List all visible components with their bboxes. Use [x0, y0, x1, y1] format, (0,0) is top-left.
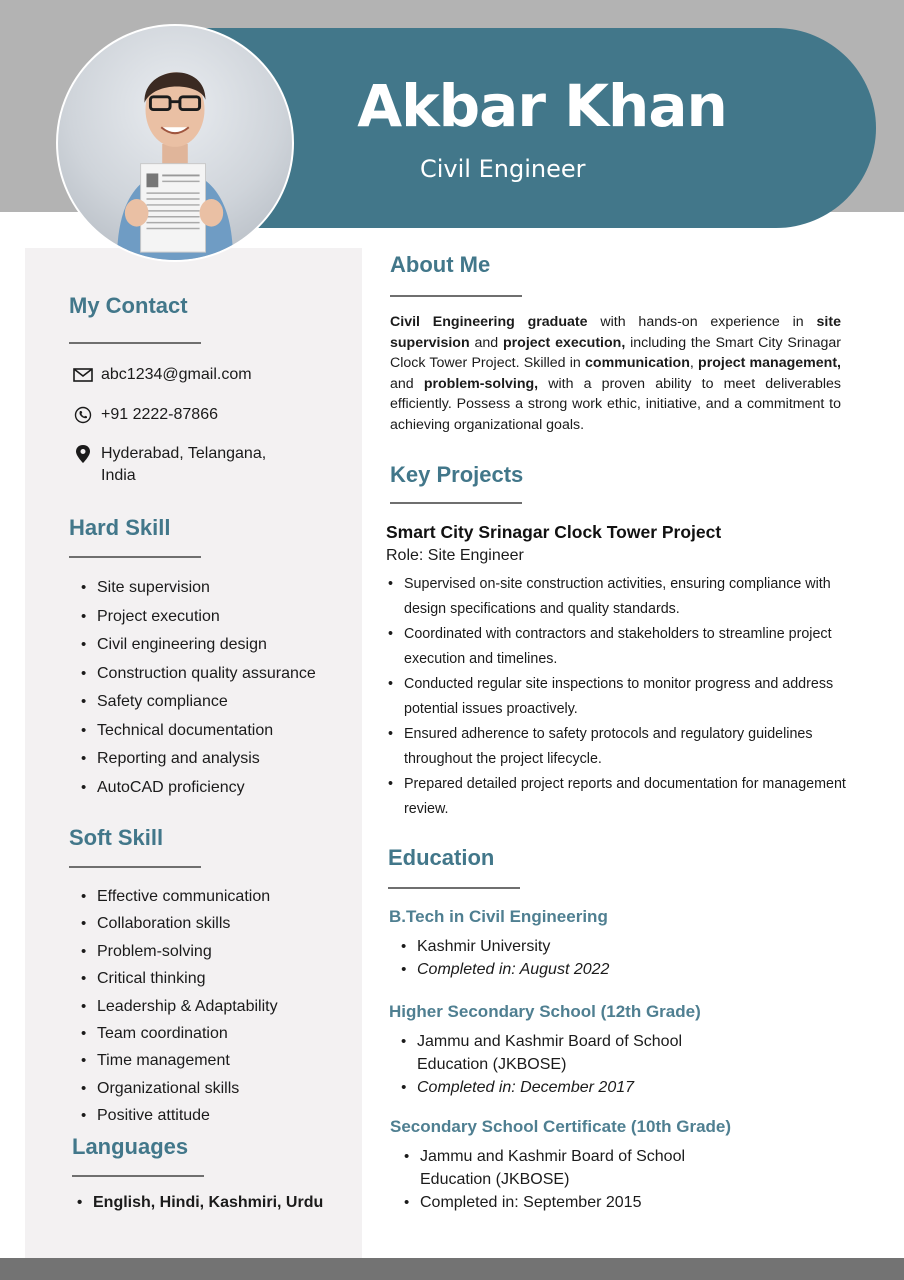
location-pin-icon	[72, 443, 94, 465]
education-completed-1: • Completed in: August 2022	[397, 958, 717, 981]
contact-phone	[72, 404, 218, 426]
contact-heading-rule	[69, 342, 201, 344]
soft-skill-item: • Team coordination	[77, 1020, 278, 1047]
education-details-1	[397, 935, 717, 981]
project-bullet: • Conducted regular site inspections to monitor progress and address potential issues proactively.	[386, 672, 846, 722]
about-text: ,	[689, 355, 699, 371]
soft-skill-item: • Critical thinking	[77, 965, 278, 992]
about-highlight: project management,	[698, 355, 841, 371]
education-degree-1: B.Tech in Civil Engineering	[389, 907, 608, 926]
soft-skill-item: • Organizational skills	[77, 1075, 278, 1102]
about-highlight: site supervision	[390, 314, 841, 351]
phone-value[interactable]: +91 2222-87866	[101, 406, 218, 423]
hard-skill-item: • Reporting and analysis	[77, 745, 316, 774]
project-bullet-list	[386, 572, 846, 822]
hard-skill-heading: Hard Skill	[69, 515, 171, 540]
hard-skill-item: • Civil engineering design	[77, 631, 316, 660]
project-bullet: • Supervised on-site construction activities, ensuring compliance with design specifications and quality standards.	[386, 572, 846, 622]
candidate-name: Akbar Khan	[357, 72, 727, 140]
about-highlight: problem-solving,	[423, 375, 539, 392]
language-item: • English, Hindi, Kashmiri, Urdu	[73, 1192, 323, 1214]
soft-skill-item: • Problem-solving	[77, 938, 278, 965]
hard-skill-item: • Site supervision	[77, 574, 316, 603]
about-highlight: Civil Engineering graduate	[390, 314, 588, 330]
soft-skill-item: • Leadership & Adaptability	[77, 993, 278, 1020]
soft-skill-item: • Collaboration skills	[77, 910, 278, 937]
profile-photo	[56, 24, 294, 262]
project-bullet: • Ensured adherence to safety protocols and regulatory guidelines throughout the project lifecycle.	[386, 722, 846, 772]
about-paragraph	[390, 312, 841, 435]
education-heading-rule	[388, 887, 520, 889]
about-highlight: communication	[585, 355, 690, 371]
education-completed-2: • Completed in: December 2017	[397, 1076, 717, 1099]
soft-skill-heading: Soft Skill	[69, 825, 164, 850]
person-holding-resume-icon	[58, 26, 292, 260]
hard-skill-item: • Safety compliance	[77, 688, 316, 717]
education-degree-3: Secondary School Certificate (10th Grade)	[390, 1117, 732, 1136]
about-text: with a proven ability to meet deliverables efficiently. Possess a strong work ethic, initiative, and a commitment to achieving organizational goals.	[390, 375, 841, 433]
project-bullet: • Coordinated with contractors and stakeholders to streamline project execution and timelines.	[386, 622, 846, 672]
education-details-3	[400, 1145, 720, 1214]
education-heading: Education	[388, 845, 495, 870]
contact-address	[72, 443, 266, 487]
education-institution-3: • Jammu and Kashmir Board of School Education (JKBOSE)	[400, 1145, 720, 1191]
email-value[interactable]: abc1234@gmail.com	[101, 366, 252, 383]
soft-skill-item: • Positive attitude	[77, 1102, 278, 1129]
hard-skill-item: • Technical documentation	[77, 717, 316, 746]
hard-skill-list	[77, 574, 316, 802]
projects-heading: Key Projects	[390, 462, 524, 487]
hard-skill-item: • Construction quality assurance	[77, 660, 316, 689]
languages-heading-rule	[72, 1175, 204, 1177]
address-line-1: Hyderabad, Telangana,	[101, 445, 267, 462]
about-heading: About Me	[390, 252, 491, 277]
education-degree-2: Higher Secondary School (12th Grade)	[389, 1002, 701, 1021]
about-highlight: project execution,	[502, 334, 626, 351]
hard-skill-heading-rule	[69, 556, 201, 558]
contact-heading: My Contact	[69, 293, 188, 318]
soft-skill-item: • Time management	[77, 1047, 278, 1074]
project-name: Smart City Srinagar Clock Tower Project	[386, 522, 722, 542]
education-institution-2: • Jammu and Kashmir Board of School Education (JKBOSE)	[397, 1030, 717, 1076]
about-text: including the Smart City Srinagar Clock Tower Project. Skilled in	[390, 334, 841, 371]
about-text: with hands-on experience in	[587, 314, 817, 330]
about-heading-rule	[390, 295, 522, 297]
education-institution-1: • Kashmir University	[397, 935, 717, 958]
footer-band	[0, 1258, 904, 1280]
soft-skill-list	[77, 883, 278, 1130]
soft-skill-heading-rule	[69, 866, 201, 868]
about-text: and	[469, 334, 503, 351]
contact-email	[72, 364, 252, 386]
address-value	[101, 443, 266, 487]
project-bullet: • Prepared detailed project reports and documentation for management review.	[386, 772, 846, 822]
education-completed-3: • Completed in: September 2015	[400, 1191, 720, 1214]
project-role: Role: Site Engineer	[386, 547, 524, 564]
about-text: and	[390, 375, 424, 392]
hard-skill-item: • AutoCAD proficiency	[77, 774, 316, 803]
envelope-icon	[72, 364, 94, 386]
candidate-title: Civil Engineer	[420, 155, 586, 183]
education-details-2	[397, 1030, 717, 1099]
projects-heading-rule	[390, 502, 522, 504]
hard-skill-item: • Project execution	[77, 603, 316, 632]
languages-heading: Languages	[72, 1134, 189, 1159]
address-line-2: India	[101, 467, 136, 484]
languages-list	[73, 1192, 323, 1214]
phone-icon	[72, 404, 94, 426]
soft-skill-item: • Effective communication	[77, 883, 278, 910]
